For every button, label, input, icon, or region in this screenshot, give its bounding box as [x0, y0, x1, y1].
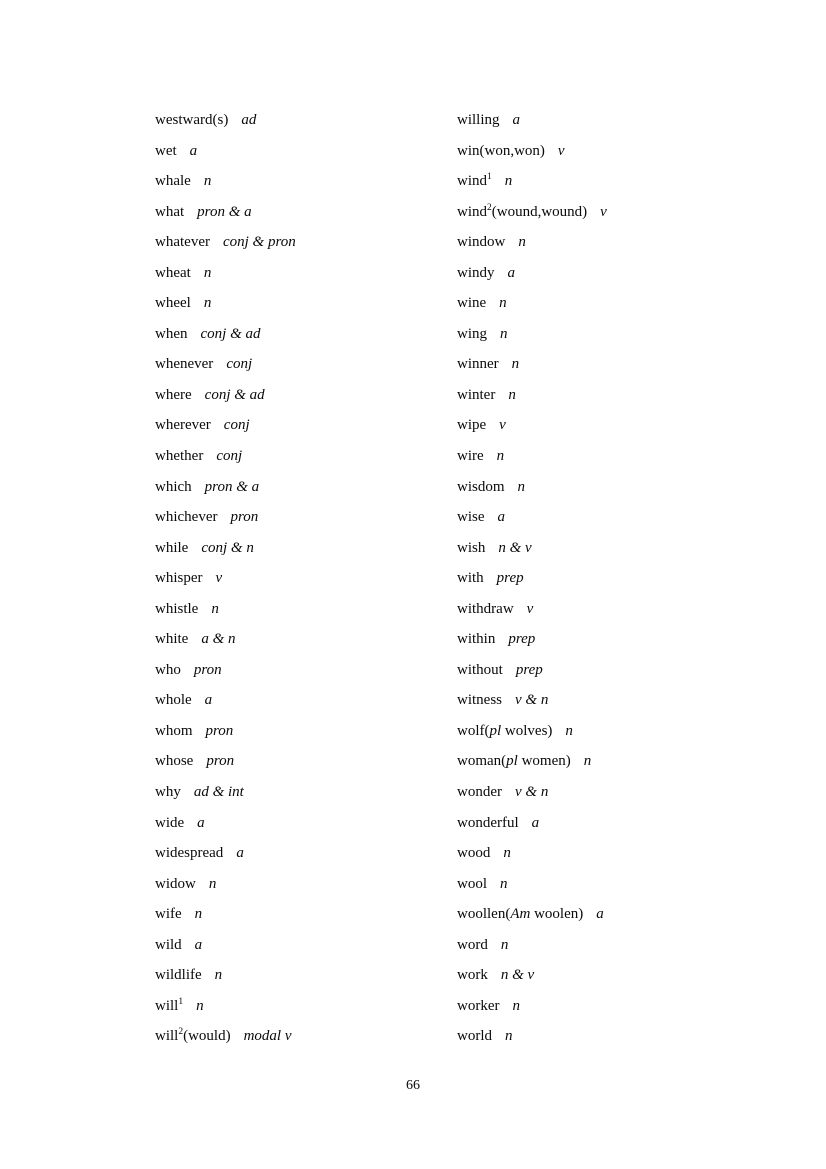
word-entry [457, 899, 757, 930]
word-entry [155, 105, 455, 136]
word-entry [457, 838, 757, 869]
entry-pos: n [499, 295, 507, 312]
entry-word: willing [457, 112, 500, 128]
entry-word: wish [457, 539, 486, 556]
entry-pos: n [505, 1028, 513, 1045]
word-entry [155, 380, 455, 411]
entry-pos: n [194, 906, 203, 923]
entry-word: widespread [155, 845, 224, 862]
word-list-column-left [155, 105, 455, 1052]
entry-word: widow [155, 875, 196, 892]
entry-word: wind$^2$(wound,wound) [457, 202, 588, 220]
entry-pos: v [526, 600, 534, 617]
entry-word: whatever [155, 234, 210, 251]
entry-word: whose [155, 753, 194, 770]
entry-word: wood [457, 845, 491, 862]
word-entry [155, 563, 455, 594]
entry-word: where [155, 386, 192, 403]
word-entry [155, 533, 455, 564]
word-entry [457, 777, 757, 808]
entry-pos: a & n [201, 631, 236, 648]
word-entry [457, 502, 757, 533]
word-entry [457, 227, 757, 258]
word-entry [155, 349, 455, 380]
entry-pos: v [600, 203, 607, 220]
entry-pos: prep [496, 570, 524, 587]
word-entry [457, 716, 757, 747]
entry-pos: n [511, 356, 520, 373]
entry-pos: v [215, 570, 223, 587]
word-entry [457, 441, 757, 472]
entry-word: whale [155, 173, 191, 190]
word-entry [155, 777, 455, 808]
entry-pos: n [512, 997, 520, 1014]
word-entry [155, 1021, 455, 1052]
entry-pos: conj [216, 448, 243, 465]
word-entry [155, 258, 455, 289]
entry-pos: prep [508, 631, 536, 648]
word-entry [155, 655, 455, 686]
entry-pos: n & v [500, 967, 535, 984]
entry-word: whistle [155, 600, 199, 617]
entry-word: while [155, 539, 189, 556]
word-entry [457, 685, 757, 716]
entry-pos: n [583, 753, 592, 770]
entry-word: westward(s) [155, 112, 229, 128]
entry-pos: n [203, 173, 212, 190]
word-entry [155, 166, 455, 197]
word-entry [457, 380, 757, 411]
entry-pos: conj & ad [200, 325, 261, 342]
word-entry [155, 319, 455, 350]
word-entry [155, 624, 455, 655]
entry-pos: pron [193, 661, 222, 678]
entry-pos: a [194, 936, 203, 953]
entry-word: wine [457, 295, 487, 312]
entry-word: wild [155, 936, 182, 953]
entry-word: wide [155, 814, 185, 831]
word-entry [457, 410, 757, 441]
entry-pos: n [496, 448, 505, 465]
entry-word: what [155, 203, 185, 220]
entry-pos: n [203, 264, 212, 281]
entry-pos: n [214, 967, 223, 984]
word-entry [155, 288, 455, 319]
entry-word: wise [457, 509, 485, 526]
entry-word: worker [457, 997, 500, 1014]
word-entry [155, 746, 455, 777]
entry-pos: v [557, 142, 565, 159]
entry-word: wind$^1$ [457, 172, 492, 190]
word-entry [457, 197, 757, 228]
entry-word: wherever [155, 417, 211, 434]
entry-word: whenever [155, 356, 214, 373]
entry-pos: n [517, 478, 526, 495]
word-entry [155, 991, 455, 1022]
word-entry [155, 594, 455, 625]
entry-word: wildlife [155, 967, 202, 984]
entry-word: winner [457, 356, 499, 373]
entry-pos: prep [515, 661, 543, 678]
entry-word: will$^1$ [155, 996, 184, 1014]
entry-word: wisdom [457, 478, 505, 495]
entry-word: wonder [457, 784, 502, 801]
entry-pos: conj [226, 356, 253, 373]
entry-word: white [155, 631, 189, 648]
entry-word: will$^2$(would) [155, 1027, 231, 1045]
entry-word: wolf(pl wolves) [457, 722, 553, 739]
word-entry [155, 197, 455, 228]
entry-word: whichever [155, 509, 218, 526]
word-entry [457, 288, 757, 319]
entry-pos: ad [241, 112, 257, 128]
entry-word: withdraw [457, 600, 514, 617]
entry-word: word [457, 936, 488, 953]
entry-pos: a [512, 112, 521, 128]
word-list-column-right [457, 105, 757, 1052]
word-entry [155, 808, 455, 839]
word-entry [457, 1021, 757, 1052]
word-entry [457, 655, 757, 686]
entry-word: wheat [155, 264, 191, 281]
word-entry [457, 166, 757, 197]
entry-word: when [155, 325, 188, 342]
entry-pos: n [503, 845, 511, 862]
entry-pos: pron & a [197, 203, 252, 220]
word-entry [155, 227, 455, 258]
entry-pos: ad & int [193, 784, 244, 801]
entry-pos: v & n [515, 692, 549, 709]
entry-word: which [155, 478, 192, 495]
entry-word: who [155, 661, 181, 678]
word-entry [457, 533, 757, 564]
word-entry [457, 563, 757, 594]
word-entry [155, 502, 455, 533]
entry-word: winter [457, 386, 496, 403]
word-entry [155, 838, 455, 869]
entry-word: with [457, 570, 484, 587]
entry-pos: n [500, 325, 508, 342]
entry-word: wonderful [457, 814, 519, 831]
entry-pos: a [197, 814, 205, 831]
entry-pos: modal v [243, 1028, 292, 1045]
entry-word: whole [155, 692, 192, 709]
word-entry [457, 105, 757, 136]
entry-word: work [457, 967, 488, 984]
entry-pos: n [500, 875, 508, 892]
word-entry [457, 991, 757, 1022]
entry-word: without [457, 661, 503, 678]
entry-pos: a [204, 692, 213, 709]
entry-pos: a [531, 814, 540, 831]
word-entry [457, 472, 757, 503]
word-entry [457, 930, 757, 961]
word-entry [155, 410, 455, 441]
word-entry [457, 869, 757, 900]
entry-word: whom [155, 722, 193, 739]
entry-pos: n & v [498, 539, 532, 556]
word-entry [457, 960, 757, 991]
entry-pos: pron [206, 753, 235, 770]
entry-pos: a [236, 845, 244, 862]
entry-pos: v [499, 417, 506, 434]
entry-pos: a [507, 264, 515, 281]
entry-word: woman(pl women) [457, 753, 571, 770]
word-entry [155, 899, 455, 930]
word-entry [155, 441, 455, 472]
entry-pos: n [518, 234, 526, 251]
word-entry [457, 349, 757, 380]
entry-pos: conj & n [201, 539, 254, 556]
entry-pos: n [500, 936, 509, 953]
entry-pos: a [596, 906, 604, 923]
entry-word: window [457, 234, 506, 251]
word-entry [457, 624, 757, 655]
word-entry [155, 869, 455, 900]
entry-word: win(won,won) [457, 142, 545, 159]
word-entry [457, 746, 757, 777]
entry-word: windy [457, 264, 495, 281]
entry-word: wire [457, 448, 484, 465]
word-entry [155, 930, 455, 961]
entry-pos: n [208, 875, 217, 892]
entry-pos: n [504, 173, 513, 190]
entry-pos: pron & a [204, 478, 260, 495]
entry-word: wipe [457, 417, 487, 434]
page-number: 66 [406, 1078, 420, 1093]
entry-pos: conj & pron [222, 234, 296, 251]
entry-pos: pron [230, 509, 259, 526]
word-entry [155, 136, 455, 167]
entry-word: wheel [155, 295, 191, 312]
entry-pos: a [497, 509, 505, 526]
entry-word: wet [155, 142, 177, 159]
entry-pos: n [211, 600, 219, 617]
entry-word: woollen(Am woolen) [457, 906, 584, 923]
entry-pos: conj [223, 417, 250, 434]
word-entry [155, 472, 455, 503]
word-entry [457, 319, 757, 350]
word-entry [457, 258, 757, 289]
entry-word: within [457, 631, 496, 648]
entry-word: world [457, 1028, 492, 1045]
entry-word: wing [457, 325, 487, 342]
word-entry [457, 808, 757, 839]
entry-pos: n [508, 386, 516, 403]
word-entry [155, 685, 455, 716]
entry-pos: pron [205, 722, 234, 739]
word-entry [155, 716, 455, 747]
entry-pos: v & n [515, 784, 549, 801]
entry-pos: conj & ad [204, 386, 265, 403]
entry-pos: a [189, 142, 198, 159]
entry-word: wife [155, 906, 182, 923]
entry-word: wool [457, 875, 487, 892]
word-entry [457, 136, 757, 167]
entry-pos: n [196, 997, 204, 1014]
entry-word: whisper [155, 570, 203, 587]
word-entry [155, 960, 455, 991]
entry-word: witness [457, 692, 502, 709]
entry-pos: n [203, 295, 212, 312]
entry-word: whether [155, 448, 204, 465]
word-entry [457, 594, 757, 625]
entry-word: why [155, 784, 181, 801]
entry-pos: n [565, 722, 573, 739]
